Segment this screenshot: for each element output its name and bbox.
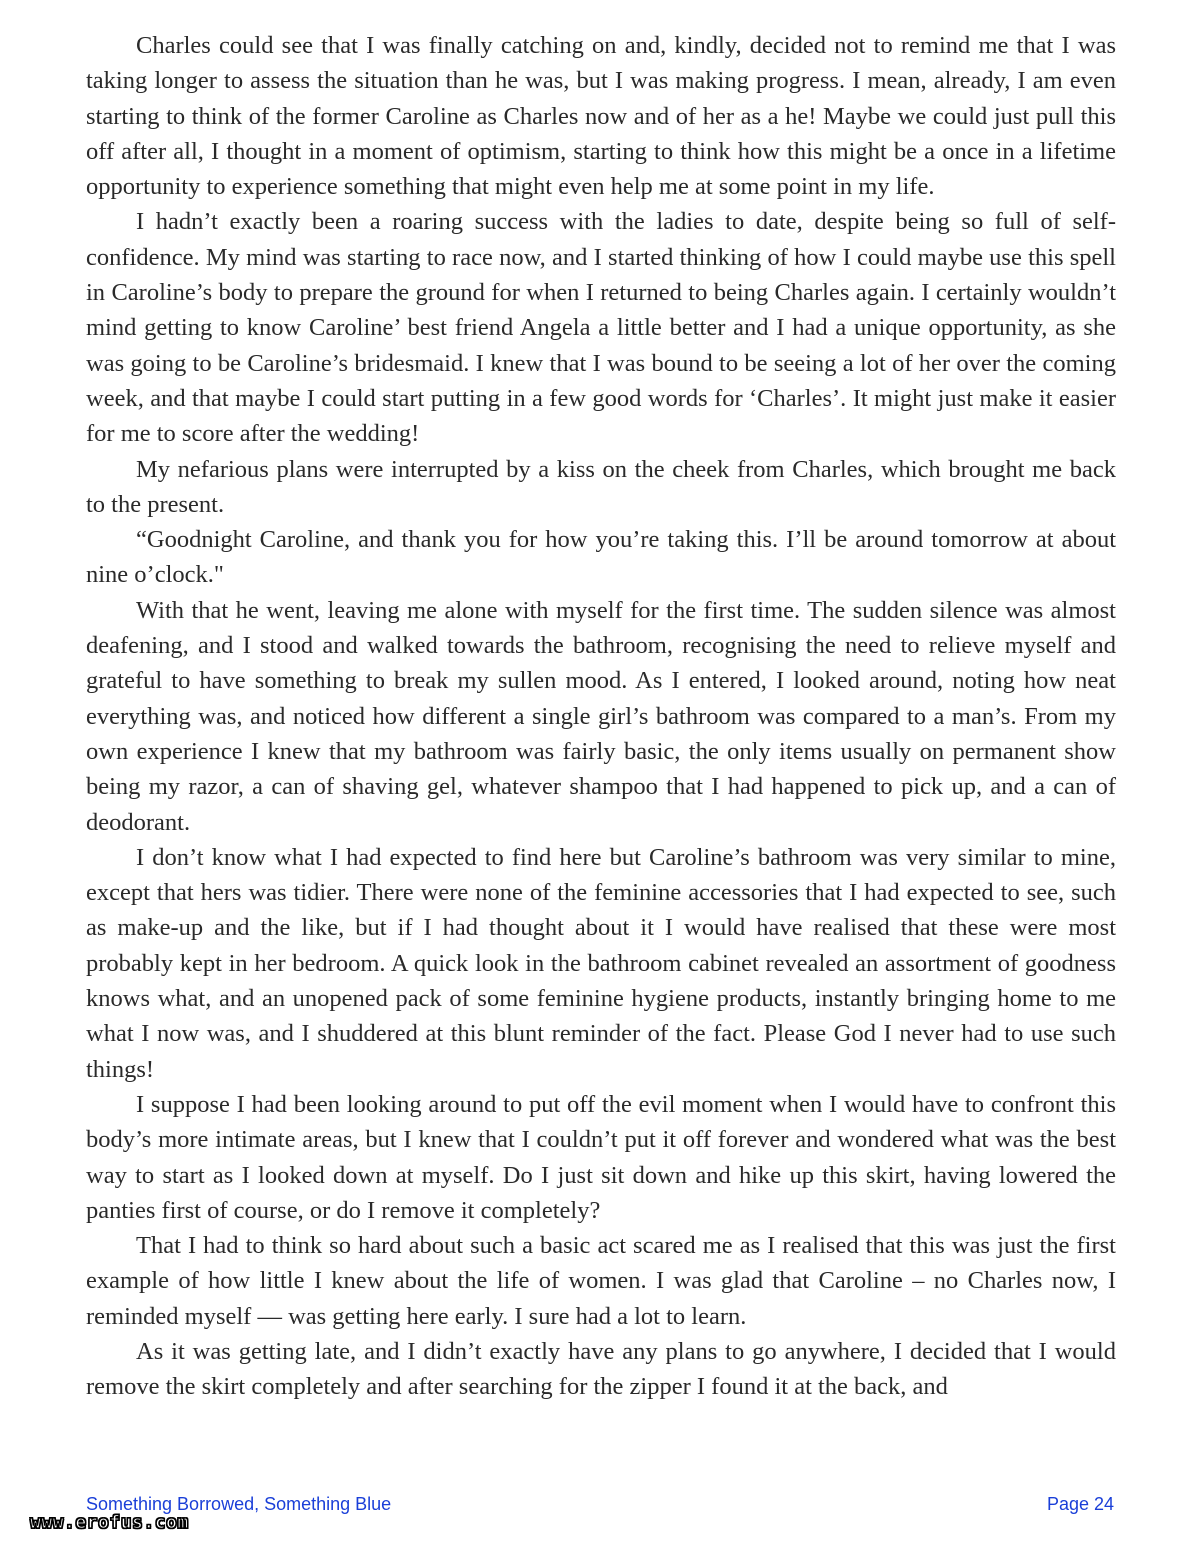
- paragraph: My nefarious plans were interrupted by a kiss on the cheek from Charles, which brought me back to the present.: [86, 455, 1116, 518]
- paragraph: As it was getting late, and I didn’t exactly have any plans to go anywhere, I decided that I would remove the skirt completely and after searching for the zipper I found it at the back, and: [86, 1337, 1116, 1401]
- page-body: [86, 28, 1116, 1405]
- footer-book-title: Something Borrowed, Something Blue: [86, 1494, 392, 1514]
- paragraph: With that he went, leaving me alone with myself for the first time. The sudden silence was almost deafening, and I stood and walked towards the bathroom, recognising the need to relieve myself and grateful to have something to break my sullen mood. As I entered, I looked around, noting how neat everything was, and noticed how different a single girl’s bathroom was compared to a man’s. From my own experience I knew that my bathroom was fairly basic, the only items usually on permanent show being my razor, a can of shaving gel, whatever shampoo that I had happened to pick up, and a can of deodorant.: [86, 596, 1116, 836]
- paragraph: Charles could see that I was finally catching on and, kindly, decided not to remind me that I was taking longer to assess the situation than he was, but I was making progress. I mean, already, I am even starting to think of the former Caroline as Charles now and of her as a he! Maybe we could just pull this off after all, I thought in a moment of optimism, starting to think how this might be a once in a lifetime opportunity to experience something that might even help me at some point in my life.: [86, 32, 1116, 201]
- watermark: www.erofus.com: [30, 1512, 189, 1533]
- footer-page-number: Page 24: [1046, 1494, 1114, 1514]
- paragraph: I don’t know what I had expected to find here but Caroline’s bathroom was very similar to mine, except that hers was tidier. There were none of the feminine accessories that I had expected to see, such as make-up and the like, but if I had thought about it I would have realised that these were most probably kept in her bedroom. A quick look in the bathroom cabinet revealed an assortment of goodness knows what, and an unopened pack of some feminine hygiene products, instantly bringing home to me what I now was, and I shuddered at this blunt reminder of the fact. Please God I never had to use such things!: [86, 843, 1116, 1083]
- paragraph: “Goodnight Caroline, and thank you for how you’re taking this. I’ll be around tomorrow at about nine o’clock.": [86, 526, 1116, 589]
- paragraph: That I had to think so hard about such a basic act scared me as I realised that this was just the first example of how little I knew about the life of women. I was glad that Caroline – no Charles now, I reminded myself — was getting here early. I sure had a lot to learn.: [86, 1232, 1116, 1330]
- paragraph: I hadn’t exactly been a roaring success with the ladies to date, despite being so full of self-confidence. My mind was starting to race now, and I started thinking of how I could maybe use this spell in Caroline’s body to prepare the ground for when I returned to being Charles again. I certainly wouldn’t mind getting to know Caroline’ best friend Angela a little better and I had a unique opportunity, as she was going to be Caroline’s bridesmaid. I knew that I was bound to be seeing a lot of her over the coming week, and that maybe I could start putting in a few good words for ‘Charles’. It might just make it easier for me to score after the wedding!: [86, 208, 1116, 448]
- paragraph: I suppose I had been looking around to put off the evil moment when I would have to confront this body’s more intimate areas, but I knew that I couldn’t put it off forever and wondered what was the best way to start as I looked down at myself. Do I just sit down and hike up this skirt, having lowered the panties first of course, or do I remove it completely?: [86, 1090, 1116, 1224]
